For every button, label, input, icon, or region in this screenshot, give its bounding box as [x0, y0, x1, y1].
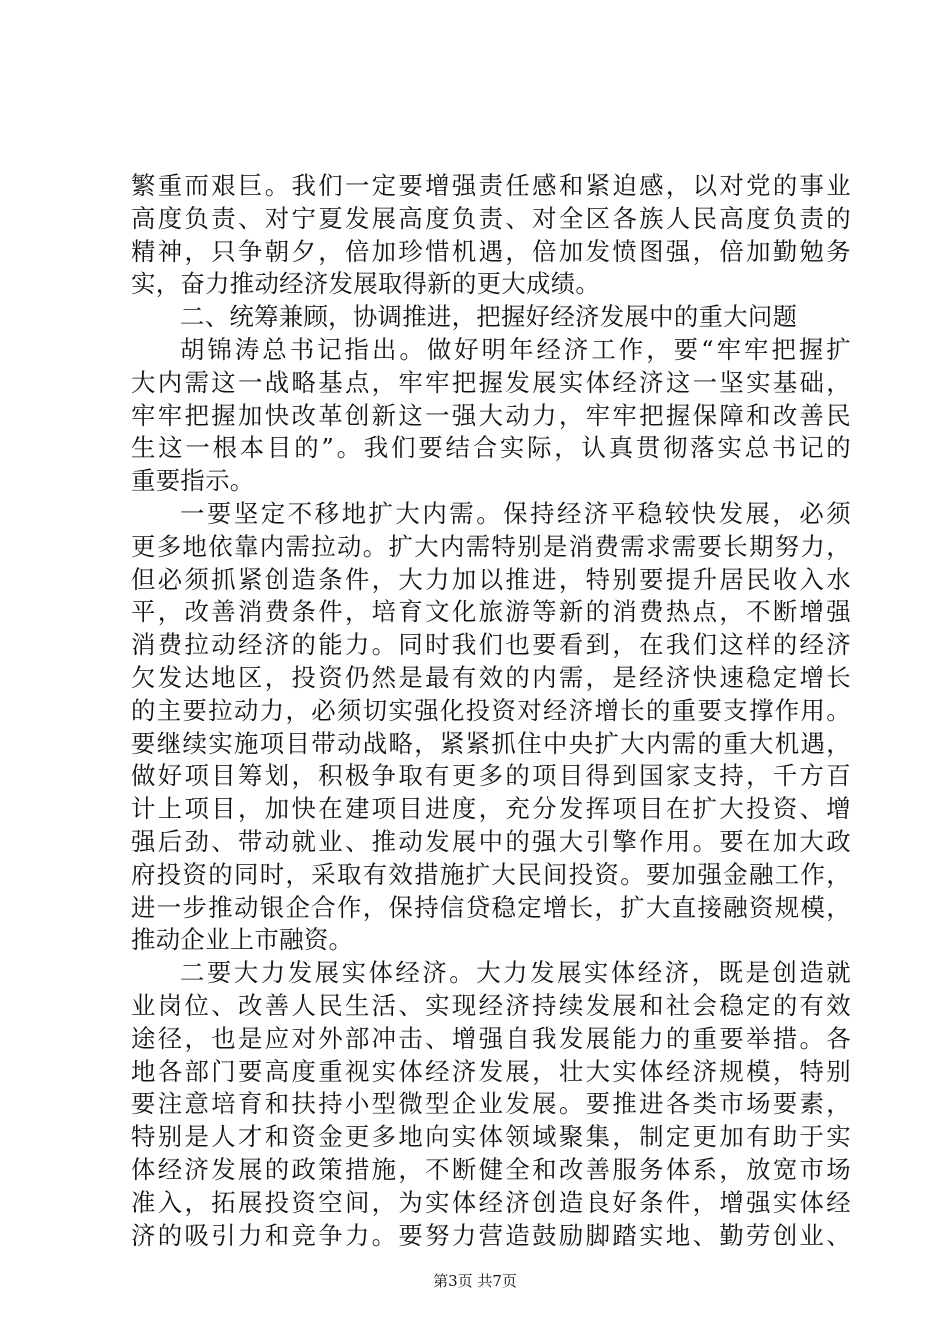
text-line: 要继续实施项目带动战略，紧紧抓住中央扩大内需的重大机遇， [131, 728, 851, 758]
page-footer: 第3页 共7页 [433, 1272, 517, 1290]
text-line: 二、统筹兼顾，协调推进，把握好经济发展中的重大问题 [180, 302, 798, 332]
text-line: 要注意培育和扶持小型微型企业发展。要推进各类市场要素， [131, 1089, 851, 1119]
text-line: 牢牢把握加快改革创新这一强大动力，牢牢把握保障和改善民 [131, 400, 851, 430]
text-line: 精神，只争朝夕，倍加珍惜机遇，倍加发愤图强，倍加勤勉务 [131, 236, 851, 266]
text-line: 计上项目，加快在建项目进度，充分发挥项目在扩大投资、增 [131, 794, 851, 824]
text-line: 一要坚定不移地扩大内需。保持经济平稳较快发展，必须 [180, 498, 851, 528]
text-line: 胡锦涛总书记指出。做好明年经济工作，要“牢牢把握扩 [180, 334, 851, 364]
text-line: 平，改善消费条件，培育文化旅游等新的消费热点，不断增强 [131, 597, 851, 627]
text-line: 强后劲、带动就业、推动发展中的强大引擎作用。要在加大政 [131, 826, 851, 856]
text-line: 业岗位、改善人民生活、实现经济持续发展和社会稳定的有效 [131, 990, 851, 1020]
text-line: 府投资的同时，采取有效措施扩大民间投资。要加强金融工作， [131, 859, 851, 889]
text-line: 重要指示。 [131, 466, 255, 496]
text-line: 途径，也是应对外部冲击、增强自我发展能力的重要举措。各 [131, 1023, 851, 1053]
text-line: 特别是人才和资金更多地向实体领域聚集，制定更加有助于实 [131, 1122, 851, 1152]
text-line: 地各部门要高度重视实体经济发展，壮大实体经济规模，特别 [131, 1056, 851, 1086]
text-line: 准入，拓展投资空间，为实体经济创造良好条件，增强实体经 [131, 1187, 851, 1217]
text-line: 济的吸引力和竞争力。要努力营造鼓励脚踏实地、勤劳创业、 [131, 1220, 851, 1250]
text-line: 实，奋力推动经济发展取得新的更大成绩。 [131, 269, 601, 299]
text-line: 高度负责、对宁夏发展高度负责、对全区各族人民高度负责的 [131, 203, 851, 233]
text-line: 做好项目筹划，积极争取有更多的项目得到国家支持，千方百 [131, 761, 851, 791]
text-line: 体经济发展的政策措施，不断健全和改善服务体系，放宽市场 [131, 1154, 851, 1184]
text-line: 生这一根本目的”。我们要结合实际，认真贯彻落实总书记的 [131, 433, 851, 463]
text-line: 但必须抓紧创造条件，大力加以推进，特别要提升居民收入水 [131, 564, 851, 594]
text-line: 二要大力发展实体经济。大力发展实体经济，既是创造就 [180, 958, 851, 988]
text-line: 消费拉动经济的能力。同时我们也要看到，在我们这样的经济 [131, 630, 851, 660]
document-body [131, 170, 851, 1252]
text-line: 繁重而艰巨。我们一定要增强责任感和紧迫感，以对党的事业 [131, 171, 851, 200]
text-line: 进一步推动银企合作，保持信贷稳定增长，扩大直接融资规模， [131, 892, 851, 922]
text-line: 的主要拉动力，必须切实强化投资对经济增长的重要支撑作用。 [131, 695, 851, 725]
text-line: 更多地依靠内需拉动。扩大内需特别是消费需求需要长期努力， [131, 531, 851, 561]
text-line: 欠发达地区，投资仍然是最有效的内需，是经济快速稳定增长 [131, 662, 851, 692]
text-line: 推动企业上市融资。 [131, 925, 354, 955]
text-line: 大内需这一战略基点，牢牢把握发展实体经济这一坚实基础， [131, 367, 851, 397]
